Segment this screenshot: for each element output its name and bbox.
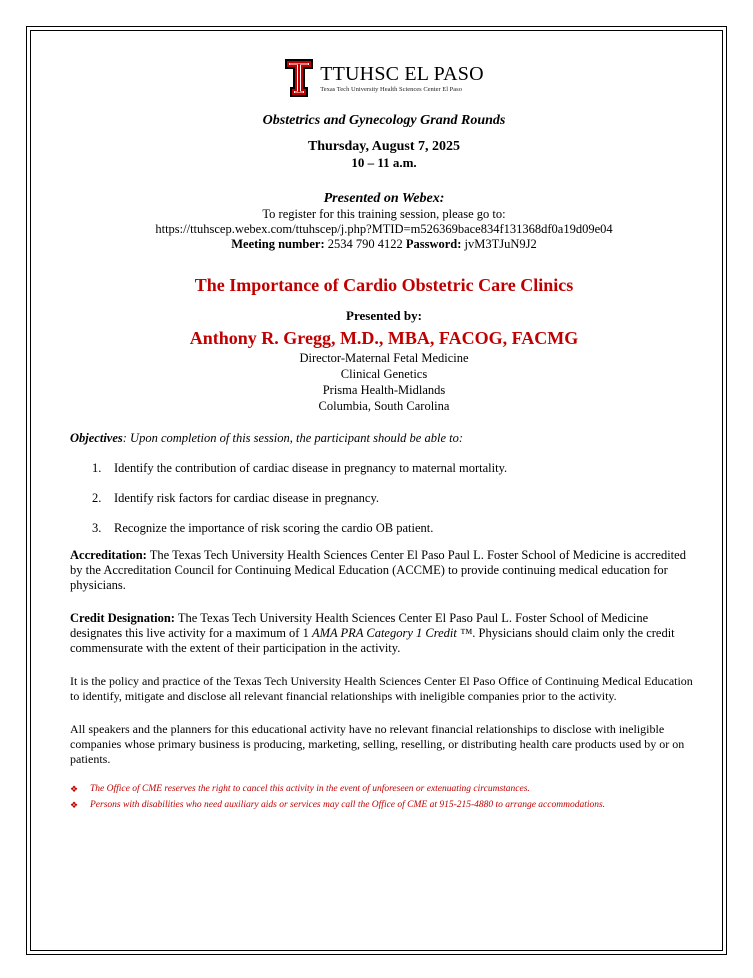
objectives-intro <box>70 430 698 446</box>
credit-text-a: The Texas Tech University Health Sciences Center El Paso Paul L. Foster School of Medicine designates this live activity for a maximum of 1 <box>70 611 649 640</box>
event-time: 10 – 11 a.m. <box>351 155 417 170</box>
meeting-number-label: Meeting number: <box>231 237 325 251</box>
meeting-password: jvM3TJuN9J2 <box>464 237 537 251</box>
register-text: To register for this training session, please go to: <box>262 207 506 221</box>
objectives-intro-text: : Upon completion of this session, the participant should be able to: <box>122 431 464 445</box>
talk-title: The Importance of Cardio Obstetric Care Clinics <box>194 275 574 295</box>
double-t-logo-icon <box>284 58 314 98</box>
event-series: Obstetrics and Gynecology Grand Rounds <box>262 113 506 128</box>
list-item-text: Identify risk factors for cardiac disease in pregnancy. <box>114 491 380 505</box>
accreditation-statement <box>70 548 698 593</box>
presenter-organization: Prisma Health-Midlands <box>322 383 446 397</box>
financial-disclosure-statement: All speakers and the planners for this educational activity have no relevant financial relationships to disclose with ineligible companies whose primary business is producing, marketing, selling, reselling, or distributing health care products used by or on patients. <box>70 722 685 766</box>
objectives-list <box>70 460 698 536</box>
list-item <box>70 520 698 536</box>
ttuhsc-logo <box>70 56 698 100</box>
objectives-label: Objectives <box>70 431 123 445</box>
password-label: Password: <box>405 237 462 251</box>
accommodations-note: Persons with disabilities who need auxiliary aids or services may call the Office of CME at 915-215-4880 to arrange accommodations. <box>90 800 606 810</box>
credit-designation-label: Credit Designation: <box>70 611 175 625</box>
presenter-department: Clinical Genetics <box>340 367 428 381</box>
presenter-title: Director-Maternal Fetal Medicine <box>299 351 469 365</box>
accreditation-label: Accreditation: <box>70 548 147 562</box>
cme-policy-statement: It is the policy and practice of the Texas Tech University Health Sciences Center El Paso Office of Continuing Medical Education to identify, mitigate and disclose all relevant financial relationships with ineligible companies prior to the activity. <box>70 674 693 703</box>
diamond-bullet-icon: ❖ <box>70 800 79 810</box>
credit-text-b: . Physicians should claim only the credit commensurate with the extent of their participation in the activity. <box>70 626 675 655</box>
presenter-name: Anthony R. Gregg, M.D., MBA, FACOG, FACMG <box>189 328 579 348</box>
list-item <box>70 460 698 476</box>
list-item <box>70 490 698 506</box>
flyer-content <box>70 56 698 812</box>
credit-designation-statement <box>70 611 698 656</box>
logo-name: TTUHSC EL PASO <box>320 62 484 85</box>
event-date: Thursday, August 7, 2025 <box>307 139 461 154</box>
registration-link[interactable]: https://ttuhscep.webex.com/ttuhscep/j.php?MTID=m526369bace834f131368df0a19d09e04 <box>155 222 613 236</box>
list-item-number: 2. <box>92 491 102 505</box>
list-item-number: 1. <box>92 461 102 475</box>
cancellation-note: The Office of CME reserves the right to cancel this activity in the event of unforeseen or extenuating circumstances. <box>90 784 530 794</box>
list-item <box>70 783 698 796</box>
list-item-text: Identify the contribution of cardiac disease in pregnancy to maternal mortality. <box>114 461 508 475</box>
presenter-location: Columbia, South Carolina <box>318 399 450 413</box>
list-item <box>70 799 698 812</box>
diamond-bullet-icon: ❖ <box>70 784 79 794</box>
webex-heading: Presented on Webex: <box>323 191 445 206</box>
accreditation-text: The Texas Tech University Health Sciences Center El Paso Paul L. Foster School of Medicine is accredited by the Accreditation Council for Continuing Medical Education (ACCME) to provide continuing medical education for physicians. <box>70 548 686 592</box>
list-item-number: 3. <box>92 521 102 535</box>
presented-by-label: Presented by: <box>346 308 422 323</box>
list-item-text: Recognize the importance of risk scoring the cardio OB patient. <box>114 521 434 535</box>
meeting-number: 2534 790 4122 <box>327 237 403 251</box>
notes-list <box>70 783 698 812</box>
credit-name: AMA PRA Category 1 Credit ™ <box>311 626 473 640</box>
logo-subtitle: Texas Tech University Health Sciences Center El Paso <box>320 85 462 93</box>
